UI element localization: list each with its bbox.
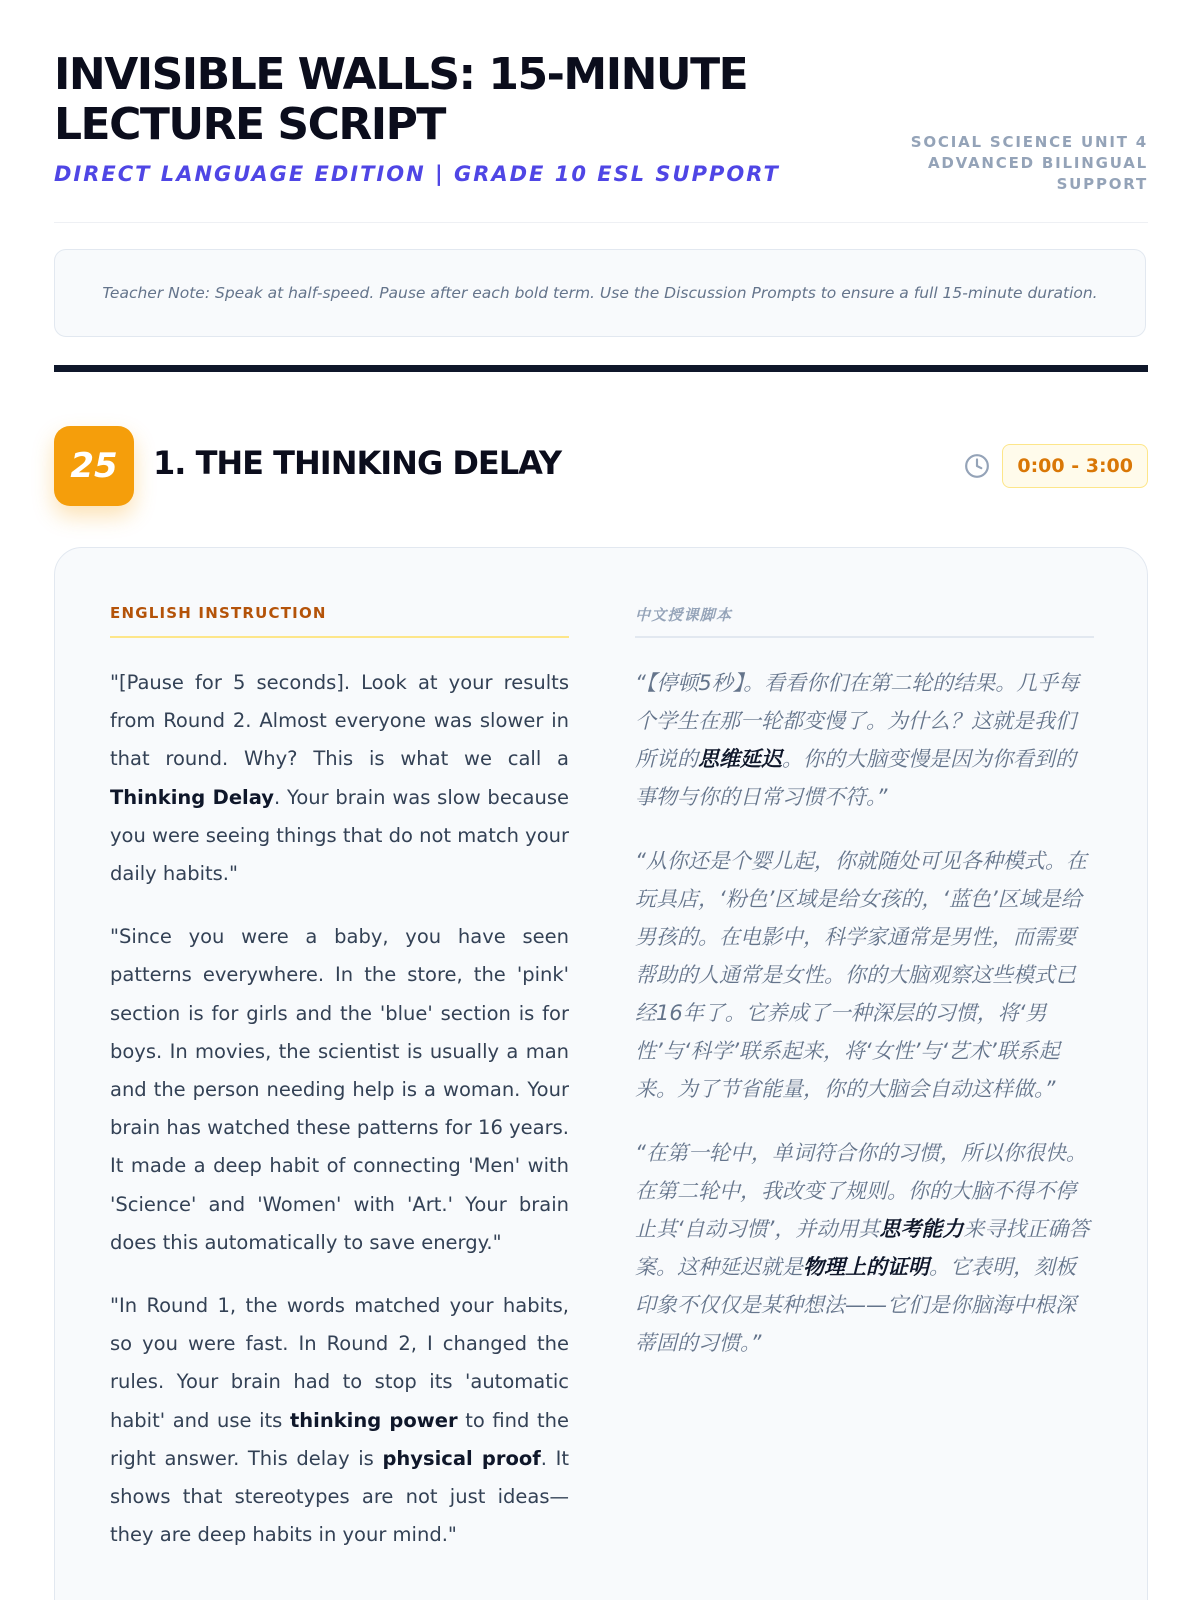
page-subtitle: DIRECT LANGUAGE EDITION | GRADE 10 ESL SUPPORT [54, 162, 780, 186]
page-header [54, 50, 1148, 223]
english-text: to find the right answer. This delay is [110, 1408, 569, 1470]
section-title: 1. THE THINKING DELAY [153, 444, 562, 482]
time-range-badge: 0:00 - 3:00 [1002, 444, 1148, 488]
english-key-term: physical proof [382, 1446, 541, 1470]
chinese-text: 。它表明，刻板印象不仅仅是某种想法——它们是你脑海中根深蒂固的习惯。” [635, 1255, 1076, 1355]
english-text: . Your brain was slow because you were seeing things that do not match your daily habits." [110, 785, 569, 886]
english-paragraph [110, 1287, 569, 1554]
script-content-card [54, 547, 1148, 1600]
clock-icon [964, 453, 990, 479]
chinese-paragraph [635, 1134, 1094, 1362]
section-header [54, 426, 1148, 506]
chinese-text: “在第一轮中，单词符合你的习惯，所以你很快。在第二轮中，我改变了规则。你的大脑不得不停止其‘自动习惯’，并动用其 [635, 1141, 1087, 1241]
english-column-heading: ENGLISH INSTRUCTION [110, 604, 569, 638]
chinese-column [635, 604, 1094, 1362]
english-text: "In Round 1, the words matched your habits, so you were fast. In Round 2, I changed the rules. Your brain had to stop its 'automatic habit' and use its [110, 1294, 569, 1432]
chinese-text: “【停顿5秒】。看看你们在第二轮的结果。几乎每个学生在那一轮都变慢了。为什么？这就是我们所说的 [635, 671, 1080, 771]
unit-label: SOCIAL SCIENCE UNIT 4 ADVANCED BILINGUAL SUPPORT [910, 133, 1148, 193]
english-text: . It shows that stereotypes are not just ideas—they are deep habits in your mind." [110, 1446, 569, 1547]
english-paragraph [110, 918, 569, 1262]
teacher-note: Teacher Note: Speak at half-speed. Pause after each bold term. Use the Discussion Prompts to ensure a full 15-minute duration. [54, 249, 1146, 337]
chinese-key-term: 思考能力 [879, 1217, 964, 1241]
english-text: "[Pause for 5 seconds]. Look at your results from Round 2. Almost everyone was slower in that round. Why? This is what we call a [110, 671, 569, 771]
page-title: INVISIBLE WALLS: 15-MINUTE LECTURE SCRIPT [54, 49, 748, 150]
chinese-column-heading: 中文授课脚本 [635, 604, 1094, 638]
chinese-key-term: 物理上的证明 [803, 1255, 929, 1279]
chinese-paragraphs [635, 664, 1094, 1362]
english-paragraphs [110, 664, 569, 1554]
english-paragraph [110, 664, 569, 893]
chinese-paragraph [635, 842, 1094, 1108]
section-number-badge: 25 [54, 426, 134, 506]
chinese-text: “从你还是个婴儿起，你就随处可见各种模式。在玩具店，‘粉色’区域是给女孩的，‘蓝色’区域是给男孩的。在电影中，科学家通常是男性，而需要帮助的人通常是女性。你的大脑观察这些模式已经16年了。它养成了一种深层的习惯，将‘男性’与‘科学’联系起来，将‘女性’与‘艺术’联系起来。为了节省能量，你的大脑会自动这样做。” [635, 849, 1087, 1101]
chinese-text: 。你的大脑变慢是因为你看到的事物与你的日常习惯不符。” [635, 747, 1076, 809]
english-text: "Since you were a baby, you have seen patterns everywhere. In the store, the 'pink' section is for girls and the 'blue' section is for boys. In movies, the scientist is usually a man and the person needing help is a woman. Your brain has watched these patterns for 16 years. It made a deep habit of connecting 'Men' with 'Science' and 'Women' with 'Art.' Your brain does this automatically to save energy." [110, 925, 569, 1254]
english-column [110, 604, 569, 1554]
section-divider [54, 365, 1148, 372]
english-key-term: thinking power [289, 1408, 458, 1432]
english-key-term: Thinking Delay [110, 785, 274, 809]
chinese-text: 来寻找正确答案。这种延迟就是 [635, 1217, 1090, 1279]
chinese-paragraph [635, 664, 1094, 816]
chinese-key-term: 思维延迟 [698, 747, 782, 771]
